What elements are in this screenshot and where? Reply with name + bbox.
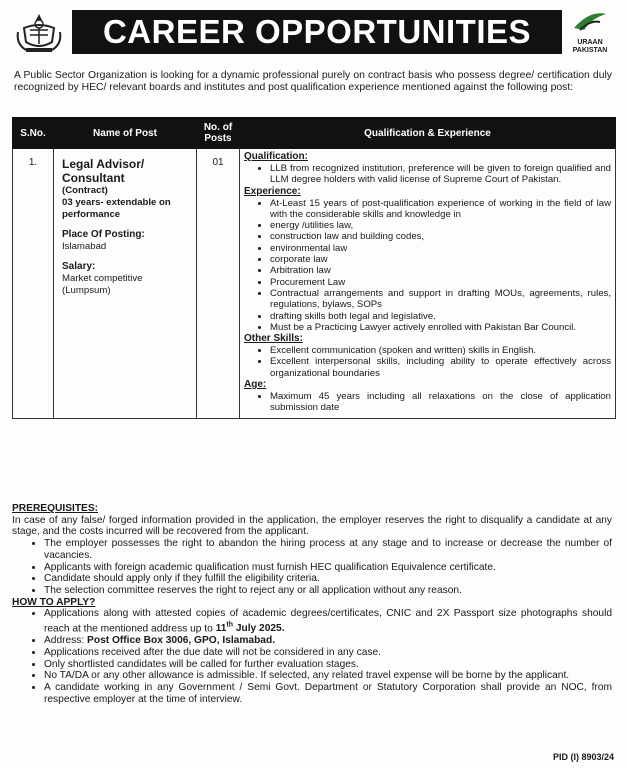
prerequisites-list bbox=[12, 538, 612, 597]
posts-table bbox=[12, 117, 616, 419]
qualification-list bbox=[244, 163, 611, 186]
list-item: • Only shortlisted candidates will be called for further evaluation stages. bbox=[44, 659, 612, 671]
header-sno: S.No. bbox=[13, 118, 54, 149]
list-item: • Contractual arrangements and support in drafting MOUs, agreements, rules, regulations, bylaws, SOPs bbox=[270, 288, 611, 311]
posting-value: Islamabad bbox=[62, 241, 107, 252]
cell-sno: 1. bbox=[13, 149, 54, 419]
cell-post bbox=[54, 149, 197, 419]
list-item: • drafting skills both legal and legislative. bbox=[270, 311, 611, 322]
prerequisites-intro: In case of any false/ forged information provided in the application, the employer reserves the right to disqualify a candidate at any stage, and the costs incurred will be recovered from the applicant. bbox=[12, 514, 612, 538]
list-item: • energy /utilities law, bbox=[270, 220, 611, 231]
age-list bbox=[244, 391, 611, 414]
header-no-of-posts: No. of Posts bbox=[197, 118, 240, 149]
address-label: Address: bbox=[44, 635, 88, 647]
salary-value: Market competitive (Lumpsum) bbox=[62, 273, 143, 296]
header-qualification: Qualification & Experience bbox=[240, 118, 616, 149]
apply-deadline: 11th July 2025. bbox=[215, 622, 285, 635]
lower-section bbox=[12, 503, 612, 705]
list-item: • Applicants with foreign academic qualification must furnish HEC qualification Equivalence certificate. bbox=[44, 562, 612, 574]
uraan-pakistan-logo bbox=[566, 8, 614, 58]
posting-label: Place Of Posting: bbox=[62, 229, 145, 240]
list-item: • A candidate working in any Government / Semi Govt. Department or Statutory Corporation shall provide an NOC, from respective employer at the time of interview. bbox=[44, 682, 612, 705]
list-item: • The selection committee reserves the right to reject any or all application without any reason. bbox=[44, 585, 612, 597]
address-value: Post Office Box 3006, GPO, Islamabad. bbox=[87, 635, 276, 647]
salary-label: Salary: bbox=[62, 261, 96, 272]
list-item: • LLB from recognized institution, preference will be given to foreign qualified and LLM degree holders with valid license of Supreme Court of Pakistan. bbox=[270, 163, 611, 186]
qualification-label: Qualification: bbox=[244, 151, 308, 162]
cell-no-of-posts: 01 bbox=[197, 149, 240, 419]
title-banner bbox=[72, 10, 562, 54]
list-item: • construction law and building codes, bbox=[270, 231, 611, 242]
list-item: • No TA/DA or any other allowance is admissible. If selected, any related travel expense will be borne by the applicant. bbox=[44, 670, 612, 682]
cell-qualification bbox=[240, 149, 616, 419]
list-item: • Arbitration law bbox=[270, 265, 611, 276]
apply-text: Applications along with attested copies of academic degrees/certificates, CNIC and 2X Passport size photographs should reach at the mentioned address up to bbox=[44, 608, 612, 635]
prerequisites-heading: PREREQUISITES: bbox=[12, 503, 99, 514]
age-label: Age: bbox=[244, 379, 267, 391]
list-item bbox=[44, 608, 612, 635]
experience-label: Experience: bbox=[244, 185, 301, 197]
page-title: CAREER OPPORTUNITIES bbox=[102, 13, 532, 50]
post-name: Legal Advisor/ Consultant bbox=[62, 157, 145, 185]
list-item: • Maximum 45 years including all relaxations on the close of application submission date bbox=[270, 391, 611, 414]
state-emblem-icon bbox=[14, 10, 64, 54]
post-type: (Contract) bbox=[62, 185, 108, 196]
list-item: • Excellent communication (spoken and written) skills in English. bbox=[270, 345, 611, 356]
header-post-name: Name of Post bbox=[54, 118, 197, 149]
post-term: 03 years- extendable on performance bbox=[62, 197, 171, 220]
list-item: • Procurement Law bbox=[270, 277, 611, 288]
list-item: • environmental law bbox=[270, 243, 611, 254]
skills-label: Other Skills: bbox=[244, 333, 303, 345]
how-to-apply-list bbox=[12, 608, 612, 705]
intro-paragraph: A Public Sector Organization is looking for a dynamic professional purely on contract basis who possess degree/ certification duly recognized by HEC/ relevant boards and institutes and post qualification experience mentioned against the following post: bbox=[14, 70, 612, 93]
list-item: • The employer possesses the right to abandon the hiring process at any stage and to increase or decrease the number of vacancies. bbox=[44, 538, 612, 561]
table-row bbox=[13, 149, 616, 419]
logo-word-1: URAAN bbox=[577, 39, 603, 46]
uraan-bird-icon bbox=[570, 8, 610, 34]
list-item: • corporate law bbox=[270, 254, 611, 265]
skills-list bbox=[244, 345, 611, 379]
list-item: • Candidate should apply only if they fulfill the eligibility criteria. bbox=[44, 573, 612, 585]
list-item bbox=[44, 635, 612, 647]
table-header-row bbox=[13, 118, 616, 149]
logo-word-2: PAKISTAN bbox=[572, 47, 608, 54]
list-item: • Must be a Practicing Lawyer actively enrolled with Pakistan Bar Council. bbox=[270, 322, 611, 333]
list-item: • Excellent interpersonal skills, including ability to operate effectively across organizational boundaries bbox=[270, 356, 611, 379]
how-to-apply-heading: HOW TO APPLY? bbox=[12, 596, 96, 608]
list-item: • At-Least 15 years of post-qualification experience of working in the field of law with the considerable skills and knowledge in bbox=[270, 198, 611, 221]
pid-number: PID (I) 8903/24 bbox=[552, 752, 614, 762]
experience-list bbox=[244, 198, 611, 334]
list-item: • Applications received after the due date will not be considered in any case. bbox=[44, 647, 612, 659]
header bbox=[8, 2, 620, 60]
